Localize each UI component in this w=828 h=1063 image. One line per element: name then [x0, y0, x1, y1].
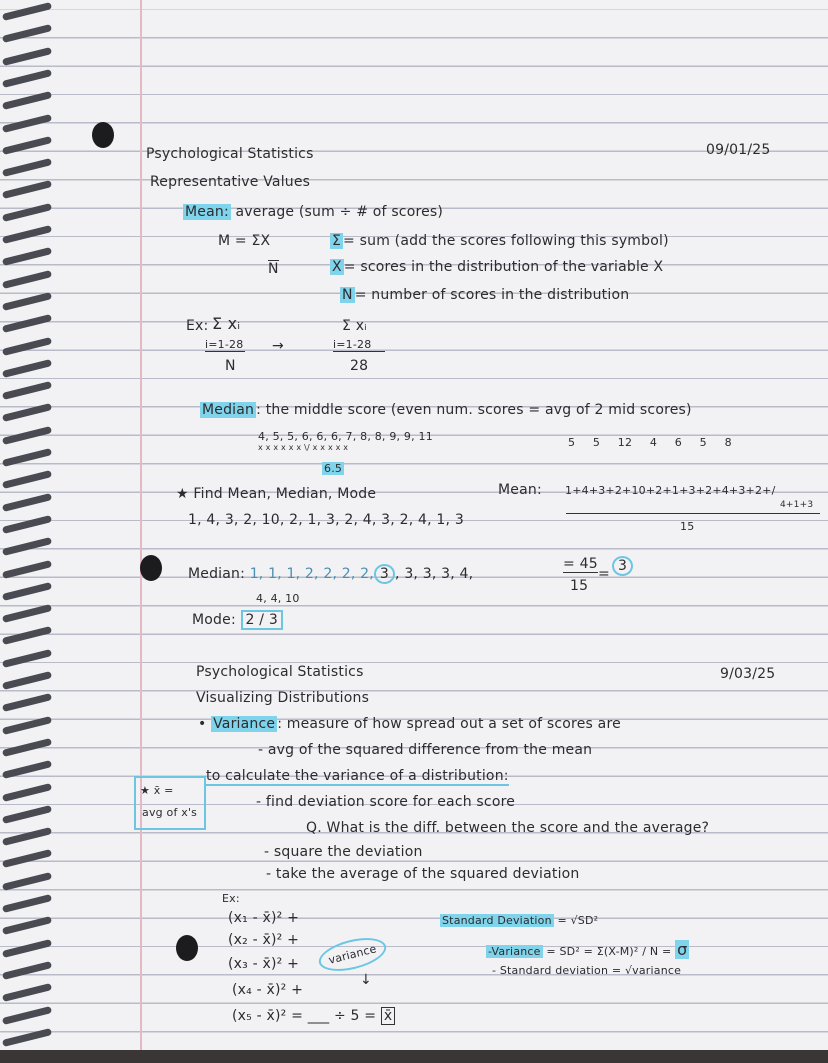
equals-sign: =	[598, 566, 610, 582]
spiral-coil	[2, 916, 52, 935]
mean-heading	[183, 204, 443, 220]
calc-heading: to calculate the variance of a distribution:	[206, 768, 509, 784]
mean-work: 1+4+3+2+10+2+1+3+2+4+3+2+/	[565, 484, 776, 497]
task-data: 1, 4, 3, 2, 10, 2, 1, 3, 2, 4, 3, 2, 4, 1, 3	[188, 512, 464, 528]
spiral-coil	[2, 894, 52, 913]
spiral-coil	[2, 493, 52, 512]
sd-formula: - Standard deviation = √variance	[492, 964, 682, 977]
spiral-coil	[2, 2, 52, 21]
ex-term-2: (x₂ - x̄)² +	[228, 932, 300, 948]
spiral-coil	[2, 225, 52, 244]
median-series: 4, 5, 5, 6, 6, 6, 7, 8, 8, 9, 9, 11	[258, 430, 433, 443]
fraction-bottom: 15	[570, 578, 589, 594]
spiral-coil	[2, 827, 52, 846]
ex-term-5: (x₅ - x̄)² = ___ ÷ 5 = x̄	[232, 1008, 395, 1024]
mean-result: 3	[612, 558, 633, 574]
bubble-arrow: ↓	[360, 972, 372, 988]
spiral-coil	[2, 24, 52, 43]
punch-hole	[92, 122, 114, 148]
ex-term-1: (x₁ - x̄)² +	[228, 910, 300, 926]
mean-formula-top: M = ΣX	[218, 233, 271, 249]
example-label: Ex:	[186, 318, 209, 334]
median-result: 6.5	[324, 462, 343, 475]
step-2: - square the deviation	[264, 844, 423, 860]
spiral-coil	[2, 381, 52, 400]
median-marks: x x x x x x \/ x x x x x	[258, 443, 349, 452]
step-1: - find deviation score for each score	[256, 794, 516, 810]
sd-heading: Standard Deviation = √SD²	[442, 914, 599, 927]
example-sum: Σ xᵢ	[212, 314, 241, 333]
spiral-coil	[2, 716, 52, 735]
spiral-coil	[2, 626, 52, 645]
punch-hole	[176, 935, 198, 961]
spiral-coil	[2, 649, 52, 668]
spiral-coil	[2, 849, 52, 868]
spiral-coil	[2, 114, 52, 133]
mean-formula-bottom: N	[268, 261, 279, 277]
spiral-coil	[2, 426, 52, 445]
median-heading: Median : the middle score (even num. scores = avg of 2 mid scores)	[202, 402, 692, 418]
spiral-coil	[2, 560, 52, 579]
mode-row: Mode: 2 / 3	[192, 612, 283, 628]
example-sum-2: Σ xᵢ	[342, 318, 367, 334]
spiral-coil	[2, 582, 52, 601]
mean-denominator: 15	[680, 520, 695, 533]
margin-line	[140, 0, 142, 1050]
legend-sigma: Σ = sum (add the scores following this symbol)	[332, 233, 669, 249]
spiral-binding	[0, 0, 60, 1050]
variance-bubble: variance	[316, 932, 390, 977]
page1-title: Psychological Statistics	[146, 146, 314, 162]
spiral-coil	[2, 136, 52, 155]
mean-label: Mean:	[185, 204, 229, 220]
spiral-coil	[2, 203, 52, 222]
example-index-2: i=1-28	[333, 338, 385, 352]
spiral-coil	[2, 515, 52, 534]
variance-def-2: - avg of the squared difference from the mean	[258, 742, 593, 758]
group-sums: 5 5 12 4 6 5 8	[568, 436, 732, 449]
step-question: Q. What is the diff. between the score and the average?	[306, 820, 710, 836]
spiral-coil	[2, 1006, 52, 1025]
arrow: →	[272, 338, 284, 354]
spiral-coil	[2, 470, 52, 489]
spiral-coil	[2, 693, 52, 712]
spiral-coil	[2, 783, 52, 802]
spiral-coil	[2, 403, 52, 422]
spiral-coil	[2, 314, 52, 333]
spiral-coil	[2, 247, 52, 266]
ex-term-3: (x₃ - x̄)² +	[228, 956, 300, 972]
median-work: Median: 1, 1, 1, 2, 2, 2, 2, 3 , 3, 3, 3, 4,	[188, 566, 474, 582]
page2-title: Psychological Statistics	[196, 664, 364, 680]
page2-subtitle: Visualizing Distributions	[196, 690, 370, 706]
example-denominator-2: 28	[350, 358, 369, 374]
variance-heading: • Variance : measure of how spread out a set of scores are	[198, 716, 621, 732]
example-denominator: N	[225, 358, 236, 374]
spiral-coil	[2, 69, 52, 88]
page1-date: 09/01/25	[706, 142, 771, 158]
fraction-bar	[566, 513, 820, 514]
mean-work-2: 4+1+3	[780, 500, 814, 510]
ex-label: Ex:	[222, 892, 240, 905]
spiral-coil	[2, 337, 52, 356]
spiral-coil	[2, 983, 52, 1002]
spiral-coil	[2, 180, 52, 199]
spiral-coil	[2, 47, 52, 66]
spiral-coil	[2, 939, 52, 958]
step-3: - take the average of the squared deviation	[266, 866, 580, 882]
example-index: i=1-28	[205, 338, 244, 351]
task-heading: ★ Find Mean, Median, Mode	[176, 486, 377, 502]
mean-definition: average (sum ÷ # of scores)	[235, 204, 444, 220]
page1-subtitle: Representative Values	[150, 174, 311, 190]
page2-date: 9/03/25	[720, 666, 776, 682]
spiral-coil	[2, 738, 52, 757]
mode-value: 2 / 3	[241, 610, 283, 630]
spiral-coil	[2, 270, 52, 289]
punch-hole	[140, 555, 162, 581]
spiral-coil	[2, 1028, 52, 1047]
spiral-coil	[2, 671, 52, 690]
median-work-2: 4, 4, 10	[256, 592, 300, 605]
spiral-coil	[2, 872, 52, 891]
spiral-coil	[2, 448, 52, 467]
spiral-coil	[2, 91, 52, 110]
spiral-coil	[2, 359, 52, 378]
spiral-coil	[2, 961, 52, 980]
fraction-top: = 45	[563, 556, 598, 572]
spiral-coil	[2, 604, 52, 623]
ex-term-4: (x₄ - x̄)² +	[232, 982, 304, 998]
desk-edge	[0, 1050, 828, 1063]
legend-x: X = scores in the distribution of the variable X	[332, 259, 664, 275]
spiral-coil	[2, 292, 52, 311]
legend-n: N = number of scores in the distribution	[342, 287, 630, 303]
variance-formula: -Variance = SD² = Σ(X-M)² / N = σ	[488, 940, 688, 959]
spiral-coil	[2, 537, 52, 556]
spiral-coil	[2, 158, 52, 177]
spiral-coil	[2, 760, 52, 779]
mean-work-label: Mean:	[498, 482, 542, 498]
side-note-box: ★ x̄ = avg of x's	[134, 776, 206, 830]
spiral-coil	[2, 805, 52, 824]
